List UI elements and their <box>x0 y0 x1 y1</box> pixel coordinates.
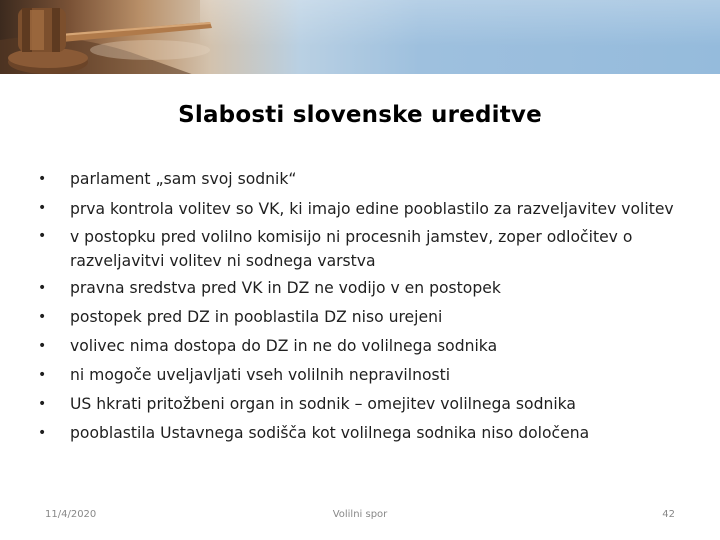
bullet-list <box>38 165 678 448</box>
list-item-text: postopek pred DZ in pooblastila DZ niso urejeni <box>70 308 443 326</box>
banner-sky <box>200 0 720 77</box>
list-item <box>38 361 678 390</box>
list-item-text: pooblastila Ustavnega sodišča kot volilnega sodnika niso določena <box>70 424 590 442</box>
list-item-text: volivec nima dostopa do DZ in ne do volilnega sodnika <box>70 337 498 355</box>
bullet-icon: • <box>38 396 47 412</box>
list-item <box>38 194 678 222</box>
bullet-icon: • <box>38 171 47 187</box>
list-item-text: parlament „sam svoj sodnik“ <box>70 170 297 188</box>
slide-title: Slabosti slovenske ureditve <box>178 102 542 128</box>
bullet-icon: • <box>38 280 47 296</box>
judge-gavel-icon <box>0 0 230 77</box>
list-item-text: v postopku pred volilno komisijo ni procesnih jamstev, zoper odločitev o razveljavitvi volitev ni sodnega varstva <box>70 228 633 270</box>
list-item <box>38 303 678 332</box>
bullet-icon: • <box>38 200 47 216</box>
footer-date: 11/4/2020 <box>45 509 97 520</box>
bullet-icon: • <box>38 367 47 383</box>
list-item <box>38 332 678 361</box>
list-item-text: prva kontrola volitev so VK, ki imajo edine pooblastilo za razveljavitev volitev <box>70 200 674 218</box>
bullet-icon: • <box>38 309 47 325</box>
footer-title: Volilni spor <box>332 509 388 520</box>
list-item <box>38 165 678 194</box>
list-item <box>38 274 678 303</box>
list-item <box>38 419 678 448</box>
slide-number: 42 <box>662 509 675 520</box>
list-item-text: ni mogoče uveljavljati vseh volilnih nepravilnosti <box>70 366 451 384</box>
banner-divider <box>0 74 720 78</box>
header-banner <box>0 0 720 77</box>
bullet-icon: • <box>38 228 47 244</box>
list-item <box>38 222 678 274</box>
list-item-text: US hkrati pritožbeni organ in sodnik – omejitev volilnega sodnika <box>70 395 576 413</box>
list-item-text: pravna sredstva pred VK in DZ ne vodijo v en postopek <box>70 279 501 297</box>
bullet-icon: • <box>38 338 47 354</box>
list-item <box>38 390 678 419</box>
bullet-icon: • <box>38 425 47 441</box>
